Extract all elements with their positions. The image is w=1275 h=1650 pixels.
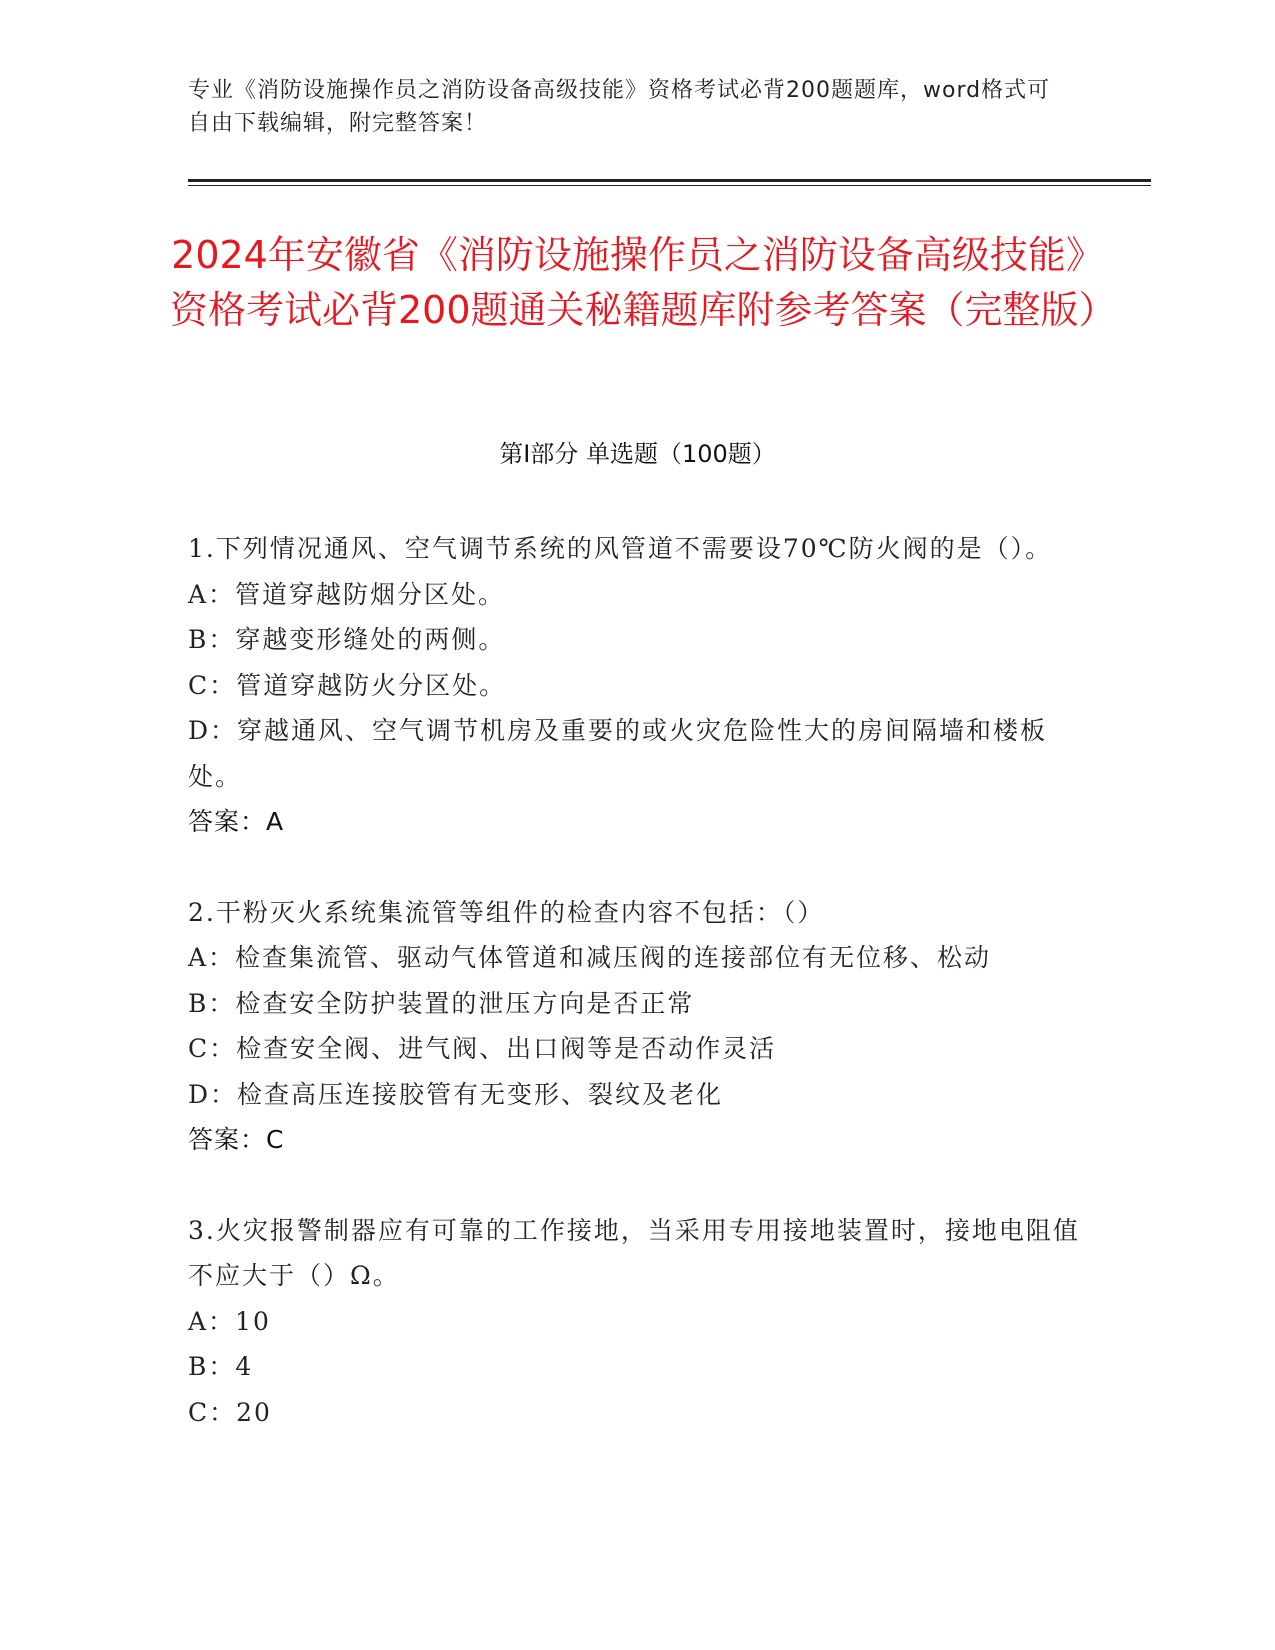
section-heading: 第I部分 单选题（100题） [499, 440, 776, 468]
header-rule-thick [188, 179, 1151, 182]
question-1 [188, 526, 1083, 845]
option-c: C：管道穿越防火分区处。 [188, 670, 507, 700]
question-stem: 3.火灾报警制器应有可靠的工作接地，当采用专用接地装置时，接地电阻值不应大于（）Ω。 [188, 1215, 1080, 1290]
question-2 [188, 890, 1083, 1163]
option-b: B：穿越变形缝处的两侧。 [188, 625, 506, 654]
option-a: A：10 [188, 1306, 271, 1336]
option-d: D：检查高压连接胶管有无变形、裂纹及老化 [188, 1079, 724, 1109]
option-a: A：管道穿越防烟分区处。 [188, 579, 506, 609]
question-stem: 2.干粉灭火系统集流管等组件的检查内容不包括：（） [188, 897, 825, 927]
question-3 [188, 1208, 1083, 1436]
option-c: C：20 [188, 1397, 272, 1427]
header-rule-thin [188, 185, 1151, 186]
option-c: C：检查安全阀、进气阀、出口阀等是否动作灵活 [188, 1034, 777, 1063]
header-note: 专业《消防设施操作员之消防设备高级技能》资格考试必背200题题库，word格式可自由下载编辑，附完整答案！ [188, 78, 1051, 136]
option-d: D：穿越通风、空气调节机房及重要的或火灾危险性大的房间隔墙和楼板处。 [188, 716, 1048, 791]
question-stem: 1.下列情况通风、空气调节系统的风管道不需要设70℃防火阀的是（）。 [188, 534, 1053, 563]
option-a: A：检查集流管、驱动气体管道和减压阀的连接部位有无位移、松动 [188, 943, 992, 972]
option-b: B：4 [188, 1352, 254, 1381]
answer: 答案：A [188, 807, 285, 836]
option-b: B：检查安全防护装置的泄压方向是否正常 [188, 988, 695, 1018]
document-title: 2024年安徽省《消防设施操作员之消防设备高级技能》资格考试必背200题通关秘籍题库附参考答案（完整版） [170, 233, 1117, 332]
question-list [188, 526, 1083, 1480]
answer: 答案：C [188, 1125, 285, 1154]
